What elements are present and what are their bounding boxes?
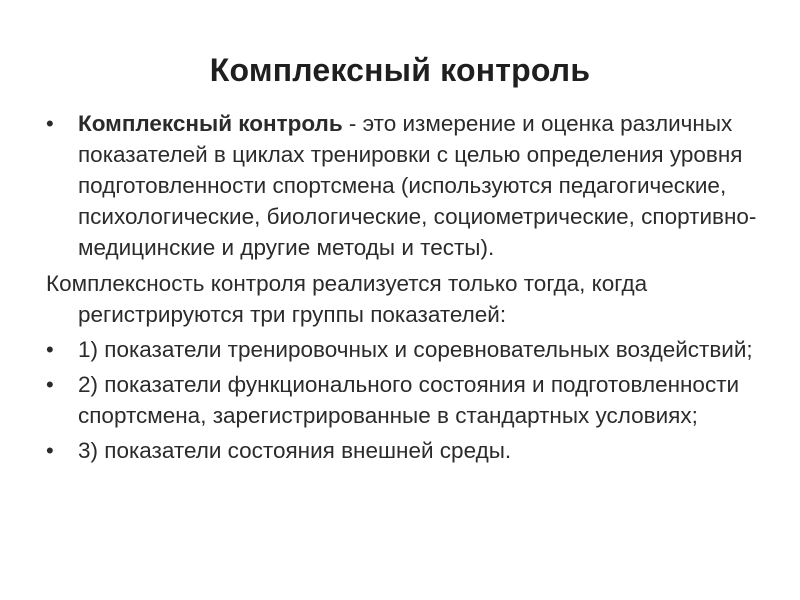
bullet-icon: •	[46, 337, 54, 362]
list-item-3	[46, 435, 766, 466]
bullet-icon: •	[46, 111, 54, 136]
bullet-icon: •	[46, 438, 54, 463]
definition-text: - это измерение и оценка различных показателей в циклах тренировки с целью определения уровня подготовленности спортсмена (используются педагогические, психологические, биологические, социометрические, спортивно-медицинские и другие методы и тесты).	[78, 111, 757, 260]
intro-paragraph: Комплексность контроля реализуется только тогда, когда регистрируются три группы показателей:	[46, 271, 648, 327]
list-item-text: 2) показатели функционального состояния и подготовленности спортсмена, зарегистрированные в стандартных условиях;	[78, 372, 740, 428]
definition-term: Комплексный контроль	[78, 111, 343, 136]
slide-title: Комплексный контроль	[209, 52, 591, 88]
list-item-2	[46, 369, 766, 431]
slide-body	[46, 108, 766, 466]
list-item-text: 1) показатели тренировочных и соревновательных воздействий;	[78, 337, 753, 362]
bullet-icon: •	[46, 372, 54, 397]
list-item-text: 3) показатели состояния внешней среды.	[78, 438, 512, 463]
list-item-1	[46, 334, 766, 365]
definition-item	[46, 108, 766, 263]
